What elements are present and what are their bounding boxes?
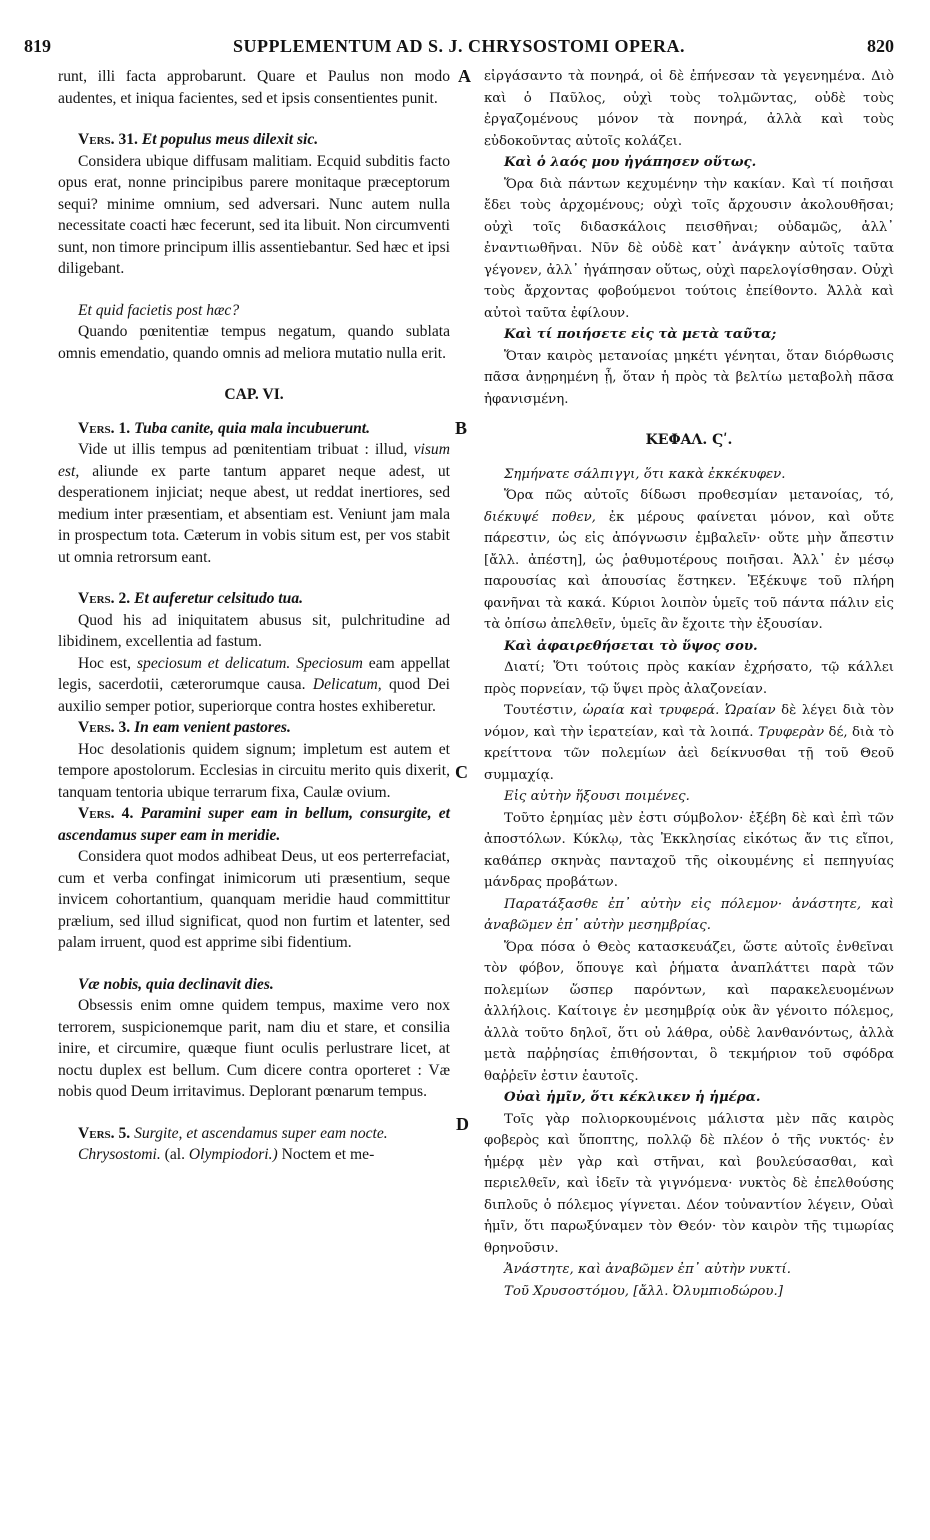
greek-paragraph: εἰργάσαντο τὰ πονηρά, οἱ δὲ ἐπήνεσαν τὰ γεγενημένα. Διὸ καὶ ὁ Παῦλος, οὐχὶ τοὺς τολμῶντας, οὐδὲ τοὺς ἐργαζομένους μόνον τὰ πονηρά, ἀλλὰ καὶ τοὺς εὐδοκοῦντας αὐτοῖς κολάζει. [484,69,894,149]
latin-paragraph [58,439,450,568]
greek-paragraph: Τοῦ Χρυσοστόμου, [ἄλλ. Ὀλυμπιοδώρου.] [504,1283,783,1299]
text-run: διέκυψέ ποθεν, [484,509,596,525]
verse-text: Tuba canite, quia mala incubuerunt. [134,419,371,437]
greek-paragraph: Τοῦτο ἐρημίας μὲν ἐστι σύμβολον· ἐξέβη δὲ καὶ ἐπὶ τῶν ἀποστόλων. Κύκλῳ, τὰς Ἐκκλησίας εἰκότως ἄν τις εἴποι, καθάπερ σκηνὰς πανταχοῦ τῆς οἰκουμένης εἰ πεπηγυίας μάνδρας προβάτων. [484,810,894,890]
latin-paragraph: Hoc desolationis quidem signum; impletum est autem et tempore apostolorum. Ecclesias in circuitu merito quis dixerit, tanquam tentoria ubique terrarum fixa, Caulæ ovium. [58,740,450,801]
text-run: Noctem et me- [281,1146,375,1163]
text-run: speciosum et delicatum. Speciosum [136,654,363,672]
latin-chapter-heading: CAP. VI. [224,386,284,403]
greek-verse-heading: Καὶ ὁ λαός μου ἠγάπησεν οὕτως. [504,155,757,170]
verse-label: Vers. 3. [78,719,131,736]
page-number-left: 819 [24,36,51,56]
latin-paragraph: Obsessis enim omne quidem tempus, maxime vero nox terrorem, suspicionemque parit, nam diu et stare, et consilia inire, et circumire, quæque fiunt oculis perlustrare licet, at noctu duplex est bellum. Cum dicere contra oporteret : Væ nobis quod Deum irritavimus. Deplorant pœnarum tempus. [58,997,450,1100]
greek-paragraph: Ὅρα διὰ πάντων κεχυμένην τὴν κακίαν. Καὶ τί ποιῆσαι ἔδει τοὺς ἀρχομένους; οὐχὶ τοῖς ἄρχουσιν ἀκολουθῆσαι; οὐχὶ τοῖς διδασκάλοις πεισθῆναι; οὐδαμῶς, ἀλλ᾽ ἐναντιωθῆναι. Νῦν δὲ οὐδὲ κατ᾽ ἀνάγκην αὐτοῖς ταῦτα γέγονεν, ἀλλ᾽ ἠγάπησαν οὕτως, οὐχὶ παρελογίσθησαν. Οὐχὶ τοὺς ἄρχοντας φοβούμενοι τούτοις ἐπείθοντο. Ἀλλὰ καὶ αὐτοὶ ταῦτα ἐφίλουν. [484,176,894,321]
verse-label: Vers. 5. [78,1124,131,1142]
latin-paragraph [58,653,450,718]
text-run: eam appellat legis, sacerdotii, cæterorumque causa. [58,654,450,693]
greek-verse-heading: Οὐαὶ ἡμῖν, ὅτι κέκλικεν ἡ ἡμέρα. [504,1090,761,1105]
running-title: SUPPLEMENTUM AD S. J. CHRYSOSTOMI OPERA. [232,36,686,56]
text-run: quod Dei auxilio semper potior, superiorque contra hostes exhiberetur. [58,676,450,715]
latin-verse-2 [58,588,450,610]
latin-verse-31 [58,129,450,151]
margin-letter-b: B [455,418,468,438]
text-run: Τρυφερὰν [757,724,825,740]
text-run: δὲ λέγει διὰ τὸν νόμον, καὶ τὴν ἱερατείαν, καὶ τὰ λοιπά. [484,703,894,740]
verse-text: Surgite, et ascendamus super eam nocte. [134,1124,388,1142]
greek-column [484,66,894,1302]
verse-text: Et auferetur celsitudo tua. [134,590,304,607]
page-number-right: 820 [867,36,894,56]
text-run: Τουτέστιν, [504,703,578,718]
text-run: Olympiodori.) [188,1146,278,1163]
verse-text: Et populus meus dilexit sic. [141,131,319,148]
margin-letter-a: A [458,66,471,86]
latin-paragraph: Considera ubique diffusam malitiam. Ecquid subditis facto opus erat, nonne principibus parere monitaque præceptorum sequi? minime omnium, sed adversari. Nunc autem nulla necessitate coacti hæc fecerunt, sed ita libuit. Non circumventi sunt, non timore principum illis assentiebantur. Sed hæc et ipsi diligebant. [58,152,450,277]
text-run: ὡραία καὶ τρυφερά. Ὡραίαν [582,703,776,718]
latin-paragraph: Quod his ad iniquitatem abusus sit, pulchritudine ad libidinem, excellentia ad fastum. [58,611,450,650]
greek-verse-heading: Εἰς αὐτὴν ἥξουσι ποιμένες. [504,789,690,804]
greek-paragraph: Ὅρα πόσα ὁ Θεὸς κατασκευάζει, ὥστε αὐτοῖς ἐνθεῖναι τὸν φόβον, ὅπουγε καὶ ῥήματα ἀναπλάττει παρὰ τῶν πολεμίων ὥσπερ παρόντων, καὶ παρακελευομένων ἀλλήλοις. Καίτοιγε ἐν μεσημβρίᾳ οὐκ ἂν γένοιτο πόλεμος, ἀλλὰ τοῦτο δηλοῖ, ὅτι οὐ λάθρα, οὐδὲ λανθανόντως, ἀλλὰ μετὰ παῤῥησίας ἐπιθήσονται, ὃ τεκμήριον τοῦ σφόδρα θαῤῥεῖν ἐστιν ἑαυτοῖς. [484,939,894,1084]
latin-paragraph: Considera quot modos adhibeat Deus, ut eos perterrefaciat, cum et verba confingat inimicorum uti præsentium, seque invicem cohortantium, quanquam meridie haud committitur prælium, sed illud significat, quod non furtim et latenter, sed palam irruent, quod est apprime sibi fidentium. [58,848,450,951]
text-run: δέ, διὰ τὸ κρείττονα τῶν πολεμίων ἀεὶ δείκνυσθαι τῇ τοῦ Θεοῦ συμμαχίᾳ. [484,724,894,783]
latin-paragraph [58,1144,450,1166]
latin-verse-1 [58,418,450,440]
verse-text: In eam venient pastores. [134,719,291,736]
text-run: Chrysostomi. [78,1146,161,1163]
latin-paragraph: runt, illi facta approbarunt. Quare et Paulus non modo audentes, et iniqua facientes, sed et ipsis consentientes punit. [58,68,450,107]
text-run: visum est, [58,441,450,480]
latin-verse-5 [58,1123,450,1145]
greek-paragraph [484,485,894,636]
text-run: Delicatum, [312,676,382,693]
greek-paragraph: Ὅταν καιρὸς μετανοίας μηκέτι γένηται, ὅταν διόρθωσις πᾶσα ἀνῃρημένη ᾖ, ὅταν ἡ πρὸς τὰ βελτίω μεταβολὴ πᾶσα ἠφανισμένη. [484,348,894,407]
verse-label: Vers. 31. [78,131,138,148]
greek-verse-heading: Καὶ ἀφαιρεθήσεται τὸ ὕψος σου. [504,638,758,654]
page-header [24,36,894,62]
text-run: Ὅρα πῶς αὐτοῖς δίδωσι προθεσμίαν μετανοίας, τό, [504,488,894,503]
greek-verse-heading: Σημήνατε σάλπιγγι, ὅτι κακὰ ἐκκέκυφεν. [504,466,786,482]
verse-label: Vers. 2. [78,590,131,607]
text-run: Vide ut illis tempus ad pœnitentiam tribuat : illud, [78,441,408,458]
margin-letter-c: C [455,762,468,782]
margin-letter-d: D [456,1114,469,1134]
text-run: aliunde ex parte tantum apparet neque adest, ut desperationem injiciat; neque abest, ut reddat inertiores, sed medium inter præsentiam, et absentiam est. Veniunt jam mala in prospectum tota. Cæterum in vobis situm est, per vos stabit ut omnia retrorsum eant. [58,462,450,566]
greek-chapter-heading: ΚΕΦΑΛ. Ϛʹ. [645,432,733,448]
greek-paragraph: Διατί; Ὅτι τούτοις πρὸς κακίαν ἐχρήσατο, τῷ κάλλει πρὸς πορνείαν, τῷ ὕψει πρὸς ἀλαζονείαν. [484,660,894,697]
latin-column [58,66,450,1166]
greek-paragraph [484,700,894,786]
latin-paragraph: Quando pœnitentiæ tempus negatum, quando sublata omnis emendatio, quando omnis ad meliora mutatio nulla erit. [58,323,450,362]
greek-paragraph: Τοῖς γὰρ πολιορκουμένοις μάλιστα μὲν πᾶς καιρὸς φοβερὸς καὶ ὕποπτης, πολλῷ δὲ πλέον ὁ τῆς νυκτός· ἐν ἡμέρᾳ μὲν γὰρ καὶ στῆναι, καὶ βουλεύσασθαι, καὶ περιελθεῖν, καὶ ἰδεῖν τὰ γιγνόμενα· νυκτὸς δὲ ἐπελθούσης διπλοῦς ὁ πόλεμος γίγνεται. Δέον τοὐναντίον λέγειν, Οὐαὶ ἡμῖν, ὅτι παρωξύναμεν τὸν Θεόν· τὸν καιρὸν τῆς τιμωρίας θρηνοῦσιν. [484,1111,894,1256]
latin-question: Et quid facietis post hæc? [78,301,240,319]
greek-verse-heading: Ἀνάστητε, καὶ ἀναβῶμεν ἐπ᾽ αὐτὴν νυκτί. [504,1262,791,1277]
latin-verse-4 [58,803,450,846]
verse-label: Vers. 1. [78,419,131,437]
verse-text: Paramini super eam in bellum, consurgite, et ascendamus super eam in meridie. [58,805,450,844]
greek-verse-heading: Παρατάξασθε ἐπ᾽ αὐτὴν εἰς πόλεμον· ἀνάστητε, καὶ ἀναβῶμεν ἐπ᾽ αὐτὴν μεσημβρίας. [484,896,894,933]
verse-label: Vers. 4. [78,805,134,822]
text-run: (al. [164,1146,186,1163]
text-run: Hoc est, [78,654,132,672]
latin-verse-3 [58,717,450,739]
greek-verse-heading: Καὶ τί ποιήσετε εἰς τὰ μετὰ ταῦτα; [504,327,777,342]
text-run: ἐκ μέρους φαίνεται μόνον, καὶ οὔτε πάρεστιν, ὡς εἰς ἀπόγνωσιν ἐμβαλεῖν· οὔτε μὴν ἄπεστιν [ἄλλ. ἀπέστη], ὡς ῥαθυμοτέρους ποιῆσαι. Ἀλλ᾽ ἐν μέσῳ παρουσίας καὶ ἀπουσίας ἕστηκεν. Ἐξέκυψε τοῦ πλήρη φανῆναι τὰ κακά. Κύριοι λοιπὸν ὑμεῖς τοῦ πάντα πάλιν εἰς τὰ ὀπίσω ἀπελθεῖν, ὑμεῖς ἂν ἔχοιτε τὴν ἐξουσίαν. [484,509,894,632]
latin-question: Væ nobis, quia declinavit dies. [78,975,274,993]
